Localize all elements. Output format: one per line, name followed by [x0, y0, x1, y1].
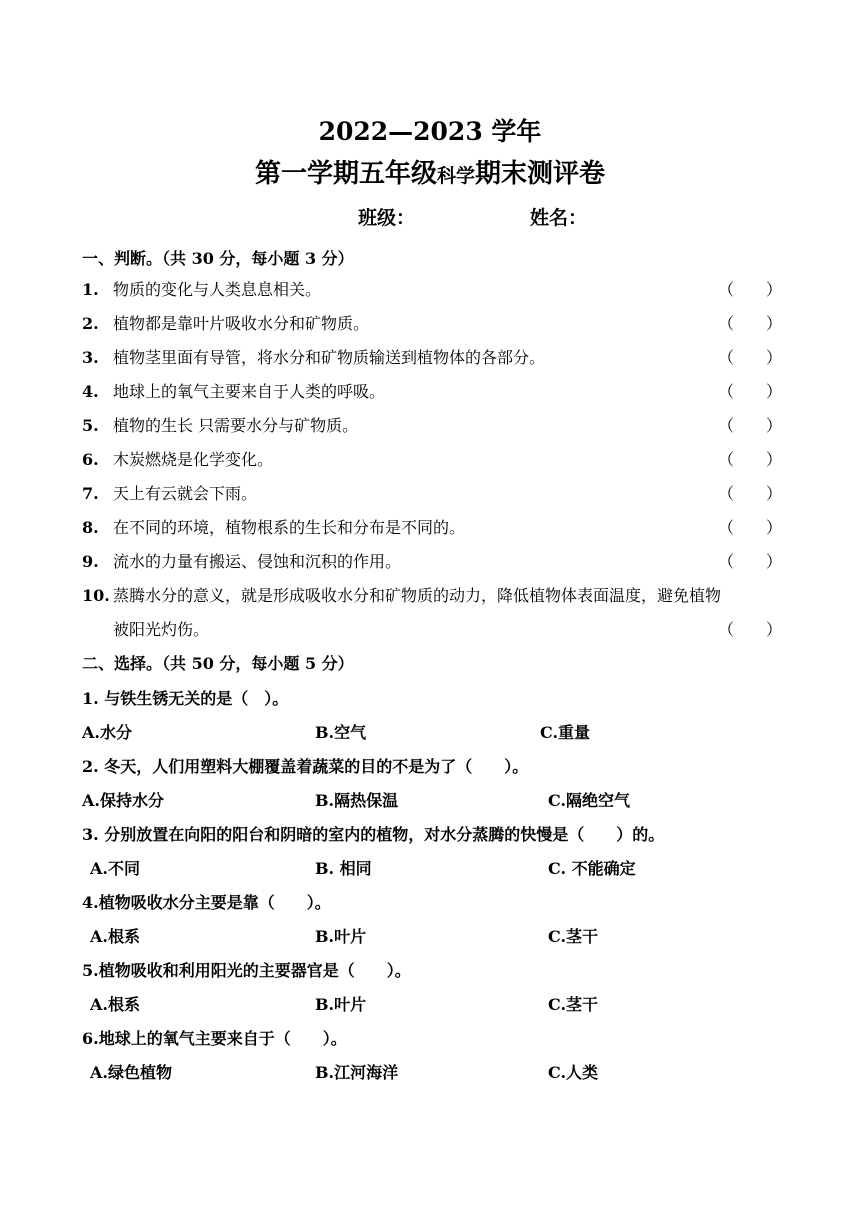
answer-bracket[interactable]: （ ）	[718, 280, 783, 299]
option-c[interactable]: C.茎干	[548, 927, 599, 946]
answer-bracket[interactable]: （ ）	[718, 348, 783, 367]
judgment-item	[82, 307, 782, 341]
answer-bracket[interactable]: （ ）	[718, 518, 783, 537]
judgment-item	[82, 511, 782, 545]
exam-title	[0, 153, 860, 190]
judgment-item	[82, 443, 782, 477]
answer-bracket[interactable]: （ ）	[718, 450, 783, 469]
option-a[interactable]: A.根系	[90, 927, 140, 946]
option-a[interactable]: A.保持水分	[82, 791, 164, 810]
answer-bracket[interactable]: （ ）	[718, 484, 783, 503]
choice-question: 6.地球上的氧气主要来自于（ ）。	[82, 1029, 347, 1048]
section2-heading: 二、选择。（共 50 分，每小题 5 分）	[82, 654, 354, 673]
option-a[interactable]: A.绿色植物	[90, 1063, 172, 1082]
judgment-item	[82, 579, 782, 647]
name-label: 姓名：	[530, 207, 588, 229]
item-text: 在不同的环境，植物根系的生长和分布是不同的。	[113, 518, 466, 537]
item-number: 5.	[82, 416, 99, 435]
title-pre: 第一学期五年级	[254, 159, 437, 189]
item-number: 9.	[82, 552, 99, 571]
judgment-item	[82, 341, 782, 375]
item-number: 8.	[82, 518, 99, 537]
title-post: 期末测评卷	[475, 159, 606, 189]
choice-question: 3. 分别放置在向阳的阳台和阴暗的室内的植物，对水分蒸腾的快慢是（ ）的。	[82, 825, 665, 844]
item-number: 7.	[82, 484, 99, 503]
choice-options	[82, 856, 782, 880]
option-b[interactable]: B.隔热保温	[315, 791, 399, 810]
option-b[interactable]: B. 相同	[315, 859, 372, 878]
item-number: 4.	[82, 382, 99, 401]
item-text: 植物都是靠叶片吸收水分和矿物质。	[113, 314, 370, 333]
item-text: 天上有云就会下雨。	[113, 484, 258, 503]
choice-options	[82, 788, 782, 812]
choice-options	[82, 720, 782, 744]
item-text: 地球上的氧气主要来自于人类的呼吸。	[113, 382, 386, 401]
item-text: 蒸腾水分的意义，就是形成吸收水分和矿物质的动力，降低植物体表面温度，避免植物	[113, 586, 722, 605]
choice-options	[82, 992, 782, 1016]
item-number: 6.	[82, 450, 99, 469]
option-b[interactable]: B.空气	[315, 723, 367, 742]
choice-question: 5.植物吸收和利用阳光的主要器官是（ ）。	[82, 961, 411, 980]
item-text: 植物的生长 只需要水分与矿物质。	[113, 416, 359, 435]
item-text: 流水的力量有搬运、侵蚀和沉积的作用。	[113, 552, 402, 571]
judgment-item	[82, 409, 782, 443]
option-c[interactable]: C. 不能确定	[548, 859, 636, 878]
answer-bracket[interactable]: （ ）	[718, 552, 783, 571]
option-c[interactable]: C.人类	[548, 1063, 599, 1082]
item-text: 植物茎里面有导管，将水分和矿物质输送到植物体的各部分。	[113, 348, 546, 367]
item-number: 2.	[82, 314, 99, 333]
choice-options	[82, 924, 782, 948]
option-c[interactable]: C.茎干	[548, 995, 599, 1014]
option-c[interactable]: C.重量	[540, 723, 591, 742]
item-text: 木炭燃烧是化学变化。	[113, 450, 274, 469]
choice-question: 2. 冬天，人们用塑料大棚覆盖着蔬菜的目的不是为了（ ）。	[82, 757, 529, 776]
option-a[interactable]: A.不同	[90, 859, 140, 878]
judgment-item	[82, 545, 782, 579]
title-subject: 科学	[436, 165, 475, 187]
item-number: 10.	[82, 586, 110, 605]
option-c[interactable]: C.隔绝空气	[548, 791, 631, 810]
judgment-item	[82, 477, 782, 511]
item-number: 3.	[82, 348, 99, 367]
option-b[interactable]: B.叶片	[315, 927, 367, 946]
choice-question: 4.植物吸收水分主要是靠（ ）。	[82, 893, 331, 912]
exam-year: 2022—2023 学年	[318, 117, 542, 146]
choice-options	[82, 1060, 782, 1084]
option-a[interactable]: A.根系	[90, 995, 140, 1014]
answer-bracket[interactable]: （ ）	[718, 314, 783, 333]
option-b[interactable]: B.叶片	[315, 995, 367, 1014]
choice-question: 1. 与铁生锈无关的是（ ）。	[82, 689, 289, 708]
option-a[interactable]: A.水分	[82, 723, 132, 742]
item-number: 1.	[82, 280, 99, 299]
answer-bracket[interactable]: （ ）	[718, 620, 783, 639]
item-text: 物质的变化与人类息息相关。	[113, 280, 322, 299]
item-text-continued: 被阳光灼伤。	[113, 620, 210, 639]
class-label: 班级：	[358, 207, 416, 229]
option-b[interactable]: B.江河海洋	[315, 1063, 399, 1082]
judgment-item	[82, 375, 782, 409]
answer-bracket[interactable]: （ ）	[718, 416, 783, 435]
section1-heading: 一、判断。（共 30 分，每小题 3 分）	[82, 249, 354, 268]
judgment-item	[82, 273, 782, 307]
answer-bracket[interactable]: （ ）	[718, 382, 783, 401]
